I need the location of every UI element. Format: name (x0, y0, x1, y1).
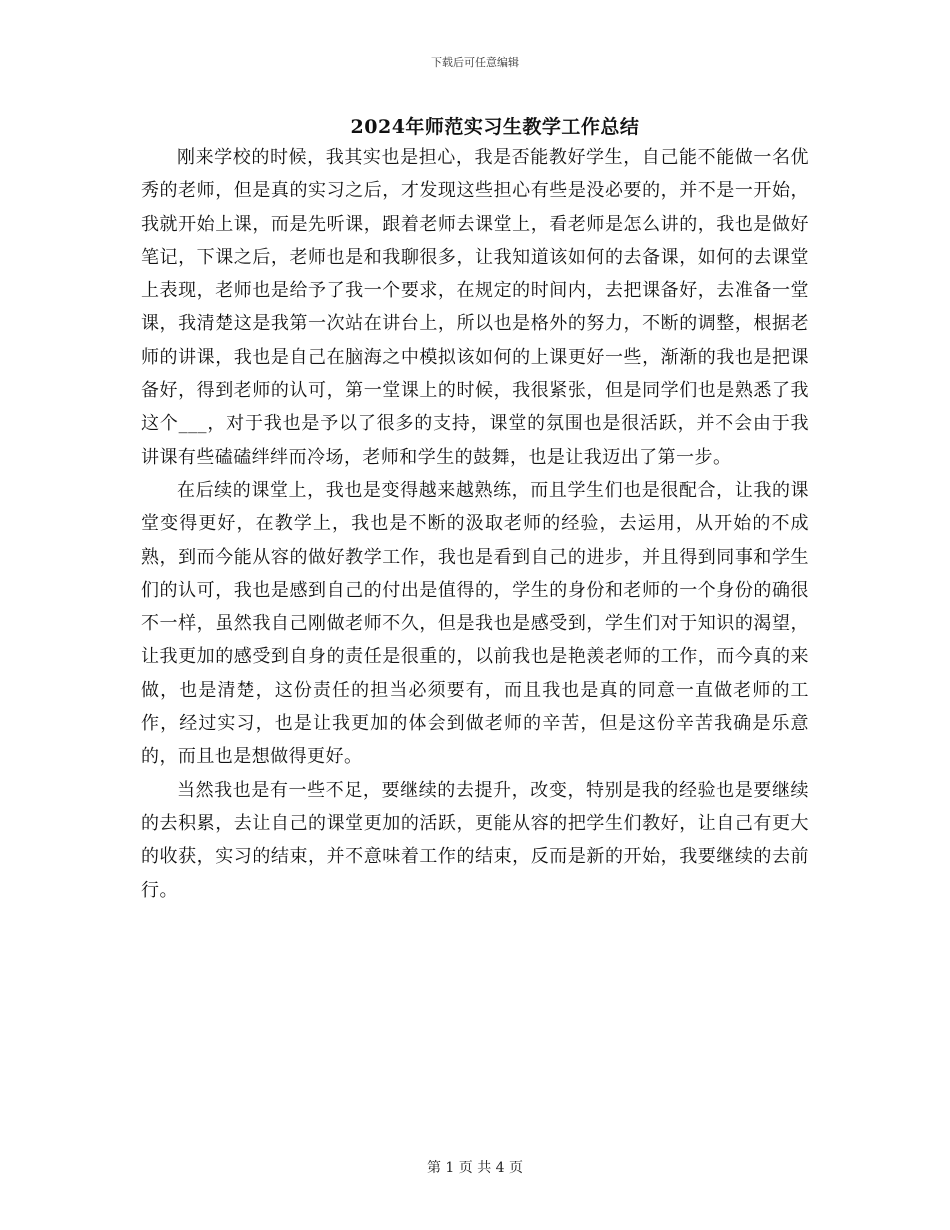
page-footer-number: 第 1 页 共 4 页 (426, 1160, 524, 1176)
document-body (141, 141, 809, 907)
paragraph-1: 刚来学校的时候，我其实也是担心，我是否能教好学生，自己能不能做一名优秀的老师，但是真的实习之后，才发现这些担心有些是没必要的，并不是一开始，我就开始上课，而是先听课，跟着老师去课堂上，看老师是怎么讲的，我也是做好笔记，下课之后，老师也是和我聊很多，让我知道该如何的去备课，如何的去课堂上表现，老师也是给予了我一个要求，在规定的时间内，去把课备好，去准备一堂课，我清楚这是我第一次站在讲台上，所以也是格外的努力，不断的调整，根据老师的讲课，我也是自己在脑海之中模拟该如何的上课更好一些，渐渐的我也是把课备好，得到老师的认可，第一堂课上的时候，我很紧张，但是同学们也是熟悉了我这个___，对于我也是予以了很多的支持，课堂的氛围也是很活跃，并不会由于我讲课有些磕磕绊绊而冷场，老师和学生的鼓舞，也是让我迈出了第一步。 (141, 147, 809, 468)
paragraph-3: 当然我也是有一些不足，要继续的去提升，改变，特别是我的经验也是要继续的去积累，去让自己的课堂更加的活跃，更能从容的把学生们教好，让自己有更大的收获，实习的结束，并不意味着工作的结束，反而是新的开始，我要继续的去前行。 (141, 779, 809, 901)
page-header-note: 下载后可任意编辑 (431, 56, 519, 69)
document-title: 2024年师范实习生教学工作总结 (350, 116, 640, 138)
paragraph-2: 在后续的课堂上，我也是变得越来越熟练，而且学生们也是很配合，让我的课堂变得更好，在教学上，我也是不断的汲取老师的经验，去运用，从开始的不成熟，到而今能从容的做好教学工作，我也是看到自己的进步，并且得到同事和学生们的认可，我也是感到自己的付出是值得的，学生的身份和老师的一个身份的确很不一样，虽然我自己刚做老师不久，但是我也是感受到，学生们对于知识的渴望，让我更加的感受到自身的责任是很重的，以前我也是艳羡老师的工作，而今真的来做，也是清楚，这份责任的担当必须要有，而且我也是真的同意一直做老师的工作，经过实习，也是让我更加的体会到做老师的辛苦，但是这份辛苦我确是乐意的，而且也是想做得更好。 (141, 479, 809, 768)
